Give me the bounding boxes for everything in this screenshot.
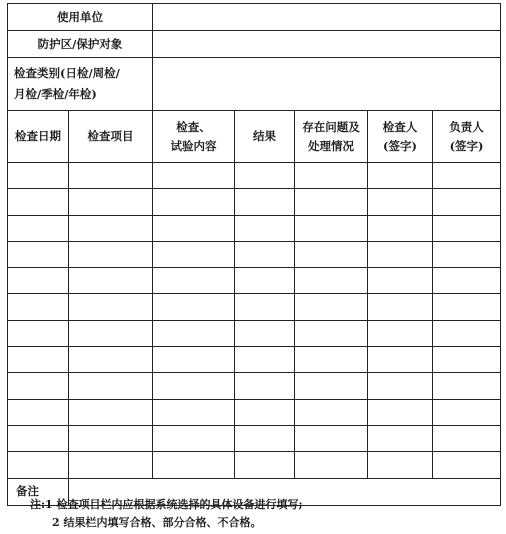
table-cell[interactable]: [235, 163, 295, 189]
table-cell[interactable]: [235, 294, 295, 320]
inspection-type-label: [8, 58, 153, 111]
col-header-issue-line2: 处理情况: [308, 138, 354, 153]
table-cell[interactable]: [8, 163, 69, 189]
table-cell[interactable]: [368, 425, 433, 451]
table-cell[interactable]: [8, 268, 69, 294]
table-cell[interactable]: [235, 320, 295, 346]
table-cell[interactable]: [295, 215, 368, 241]
table-row: [8, 215, 501, 241]
table-cell[interactable]: [295, 163, 368, 189]
table-cell[interactable]: [433, 373, 501, 399]
data-rows: [8, 163, 501, 479]
table-cell[interactable]: [368, 215, 433, 241]
table-row: [8, 452, 501, 478]
remarks-label: 备注: [8, 478, 69, 505]
table-cell[interactable]: [153, 215, 235, 241]
col-header-result: 结果: [235, 111, 295, 163]
table-cell[interactable]: [235, 399, 295, 425]
col-header-inspector: [368, 111, 433, 163]
table-row: [8, 425, 501, 451]
col-header-item: 检查项目: [69, 111, 153, 163]
table-cell[interactable]: [153, 189, 235, 215]
table-cell[interactable]: [69, 373, 153, 399]
col-header-inspector-line1: 检查人: [382, 119, 418, 134]
table-cell[interactable]: [69, 241, 153, 267]
table-cell[interactable]: [153, 373, 235, 399]
col-header-responsible: [433, 111, 501, 163]
table-cell[interactable]: [153, 163, 235, 189]
table-cell[interactable]: [295, 241, 368, 267]
table-cell[interactable]: [433, 399, 501, 425]
table-cell[interactable]: [295, 294, 368, 320]
table-cell[interactable]: [69, 425, 153, 451]
table-cell[interactable]: [235, 452, 295, 478]
table-row: [8, 189, 501, 215]
table-cell[interactable]: [235, 241, 295, 267]
col-header-inspector-line2: (签字): [383, 138, 417, 153]
table-cell[interactable]: [433, 294, 501, 320]
table-cell[interactable]: [8, 347, 69, 373]
table-cell[interactable]: [153, 241, 235, 267]
table-cell[interactable]: [235, 215, 295, 241]
table-cell[interactable]: [433, 215, 501, 241]
col-header-responsible-line1: 负责人: [449, 119, 484, 134]
table-cell[interactable]: [433, 452, 501, 478]
table-cell[interactable]: [153, 347, 235, 373]
table-cell[interactable]: [153, 320, 235, 346]
table-cell[interactable]: [433, 347, 501, 373]
table-cell[interactable]: [368, 373, 433, 399]
col-header-content: [153, 111, 235, 163]
table-cell[interactable]: [368, 320, 433, 346]
table-row: [8, 399, 501, 425]
table-cell[interactable]: [295, 452, 368, 478]
inspection-table: [7, 3, 501, 506]
table-cell[interactable]: [295, 425, 368, 451]
col-header-issue: [295, 111, 368, 163]
table-cell[interactable]: [8, 373, 69, 399]
table-cell[interactable]: [368, 163, 433, 189]
table-cell[interactable]: [295, 320, 368, 346]
table-cell[interactable]: [69, 215, 153, 241]
table-cell[interactable]: [153, 399, 235, 425]
inspection-record-form: [7, 3, 500, 506]
table-cell[interactable]: [69, 452, 153, 478]
col-header-issue-line1: 存在问题及: [302, 119, 360, 134]
table-cell[interactable]: [235, 189, 295, 215]
table-cell[interactable]: [235, 425, 295, 451]
unit-value-cell[interactable]: [153, 4, 501, 31]
col-header-responsible-line2: (签字): [449, 138, 484, 153]
table-cell[interactable]: [433, 425, 501, 451]
table-cell[interactable]: [295, 189, 368, 215]
table-cell[interactable]: [8, 294, 69, 320]
area-value-cell[interactable]: [153, 31, 501, 58]
unit-label: 使用单位: [8, 4, 153, 31]
table-cell[interactable]: [368, 347, 433, 373]
table-cell[interactable]: [433, 241, 501, 267]
table-row: [8, 294, 501, 320]
col-header-date: 检查日期: [8, 111, 69, 163]
area-label: 防护区/保护对象: [8, 31, 153, 58]
table-cell[interactable]: [69, 320, 153, 346]
table-cell[interactable]: [69, 294, 153, 320]
table-row: [8, 268, 501, 294]
table-row: [8, 347, 501, 373]
col-header-content-line1: 检查、: [176, 119, 211, 134]
note-2: 2 结果栏内填写合格、部分合格、不合格。: [52, 516, 262, 529]
table-cell[interactable]: [69, 268, 153, 294]
table-cell[interactable]: [368, 294, 433, 320]
table-cell[interactable]: [295, 347, 368, 373]
table-cell[interactable]: [368, 452, 433, 478]
table-cell[interactable]: [69, 163, 153, 189]
notes: [30, 496, 303, 532]
table-cell[interactable]: [368, 241, 433, 267]
table-cell[interactable]: [8, 189, 69, 215]
table-cell[interactable]: [8, 215, 69, 241]
table-cell[interactable]: [69, 347, 153, 373]
table-cell[interactable]: [69, 399, 153, 425]
table-cell[interactable]: [433, 189, 501, 215]
table-cell[interactable]: [433, 163, 501, 189]
table-row: [8, 320, 501, 346]
table-cell[interactable]: [153, 294, 235, 320]
table-cell[interactable]: [368, 399, 433, 425]
table-cell[interactable]: [368, 189, 433, 215]
inspection-type-line1: 检查类别(日检/周检/: [14, 66, 120, 80]
table-cell[interactable]: [8, 425, 69, 451]
table-cell[interactable]: [235, 268, 295, 294]
table-cell[interactable]: [433, 268, 501, 294]
inspection-type-value-cell[interactable]: [153, 58, 501, 111]
table-cell[interactable]: [235, 373, 295, 399]
table-cell[interactable]: [295, 373, 368, 399]
table-cell[interactable]: [153, 425, 235, 451]
table-cell[interactable]: [69, 189, 153, 215]
table-row: [8, 373, 501, 399]
note-1: 注:1 检查项目栏内应根据系统选择的具体设备进行填写;: [30, 498, 303, 511]
table-cell[interactable]: [8, 452, 69, 478]
table-cell[interactable]: [8, 320, 69, 346]
table-cell[interactable]: [8, 241, 69, 267]
table-cell[interactable]: [8, 399, 69, 425]
table-cell[interactable]: [153, 268, 235, 294]
table-cell[interactable]: [295, 268, 368, 294]
table-cell[interactable]: [235, 347, 295, 373]
table-cell[interactable]: [433, 320, 501, 346]
inspection-type-line2: 月检/季检/年检): [14, 87, 97, 101]
table-cell[interactable]: [368, 268, 433, 294]
table-row: [8, 241, 501, 267]
col-header-content-line2: 试验内容: [170, 138, 217, 153]
table-cell[interactable]: [153, 452, 235, 478]
table-cell[interactable]: [295, 399, 368, 425]
table-row: [8, 163, 501, 189]
